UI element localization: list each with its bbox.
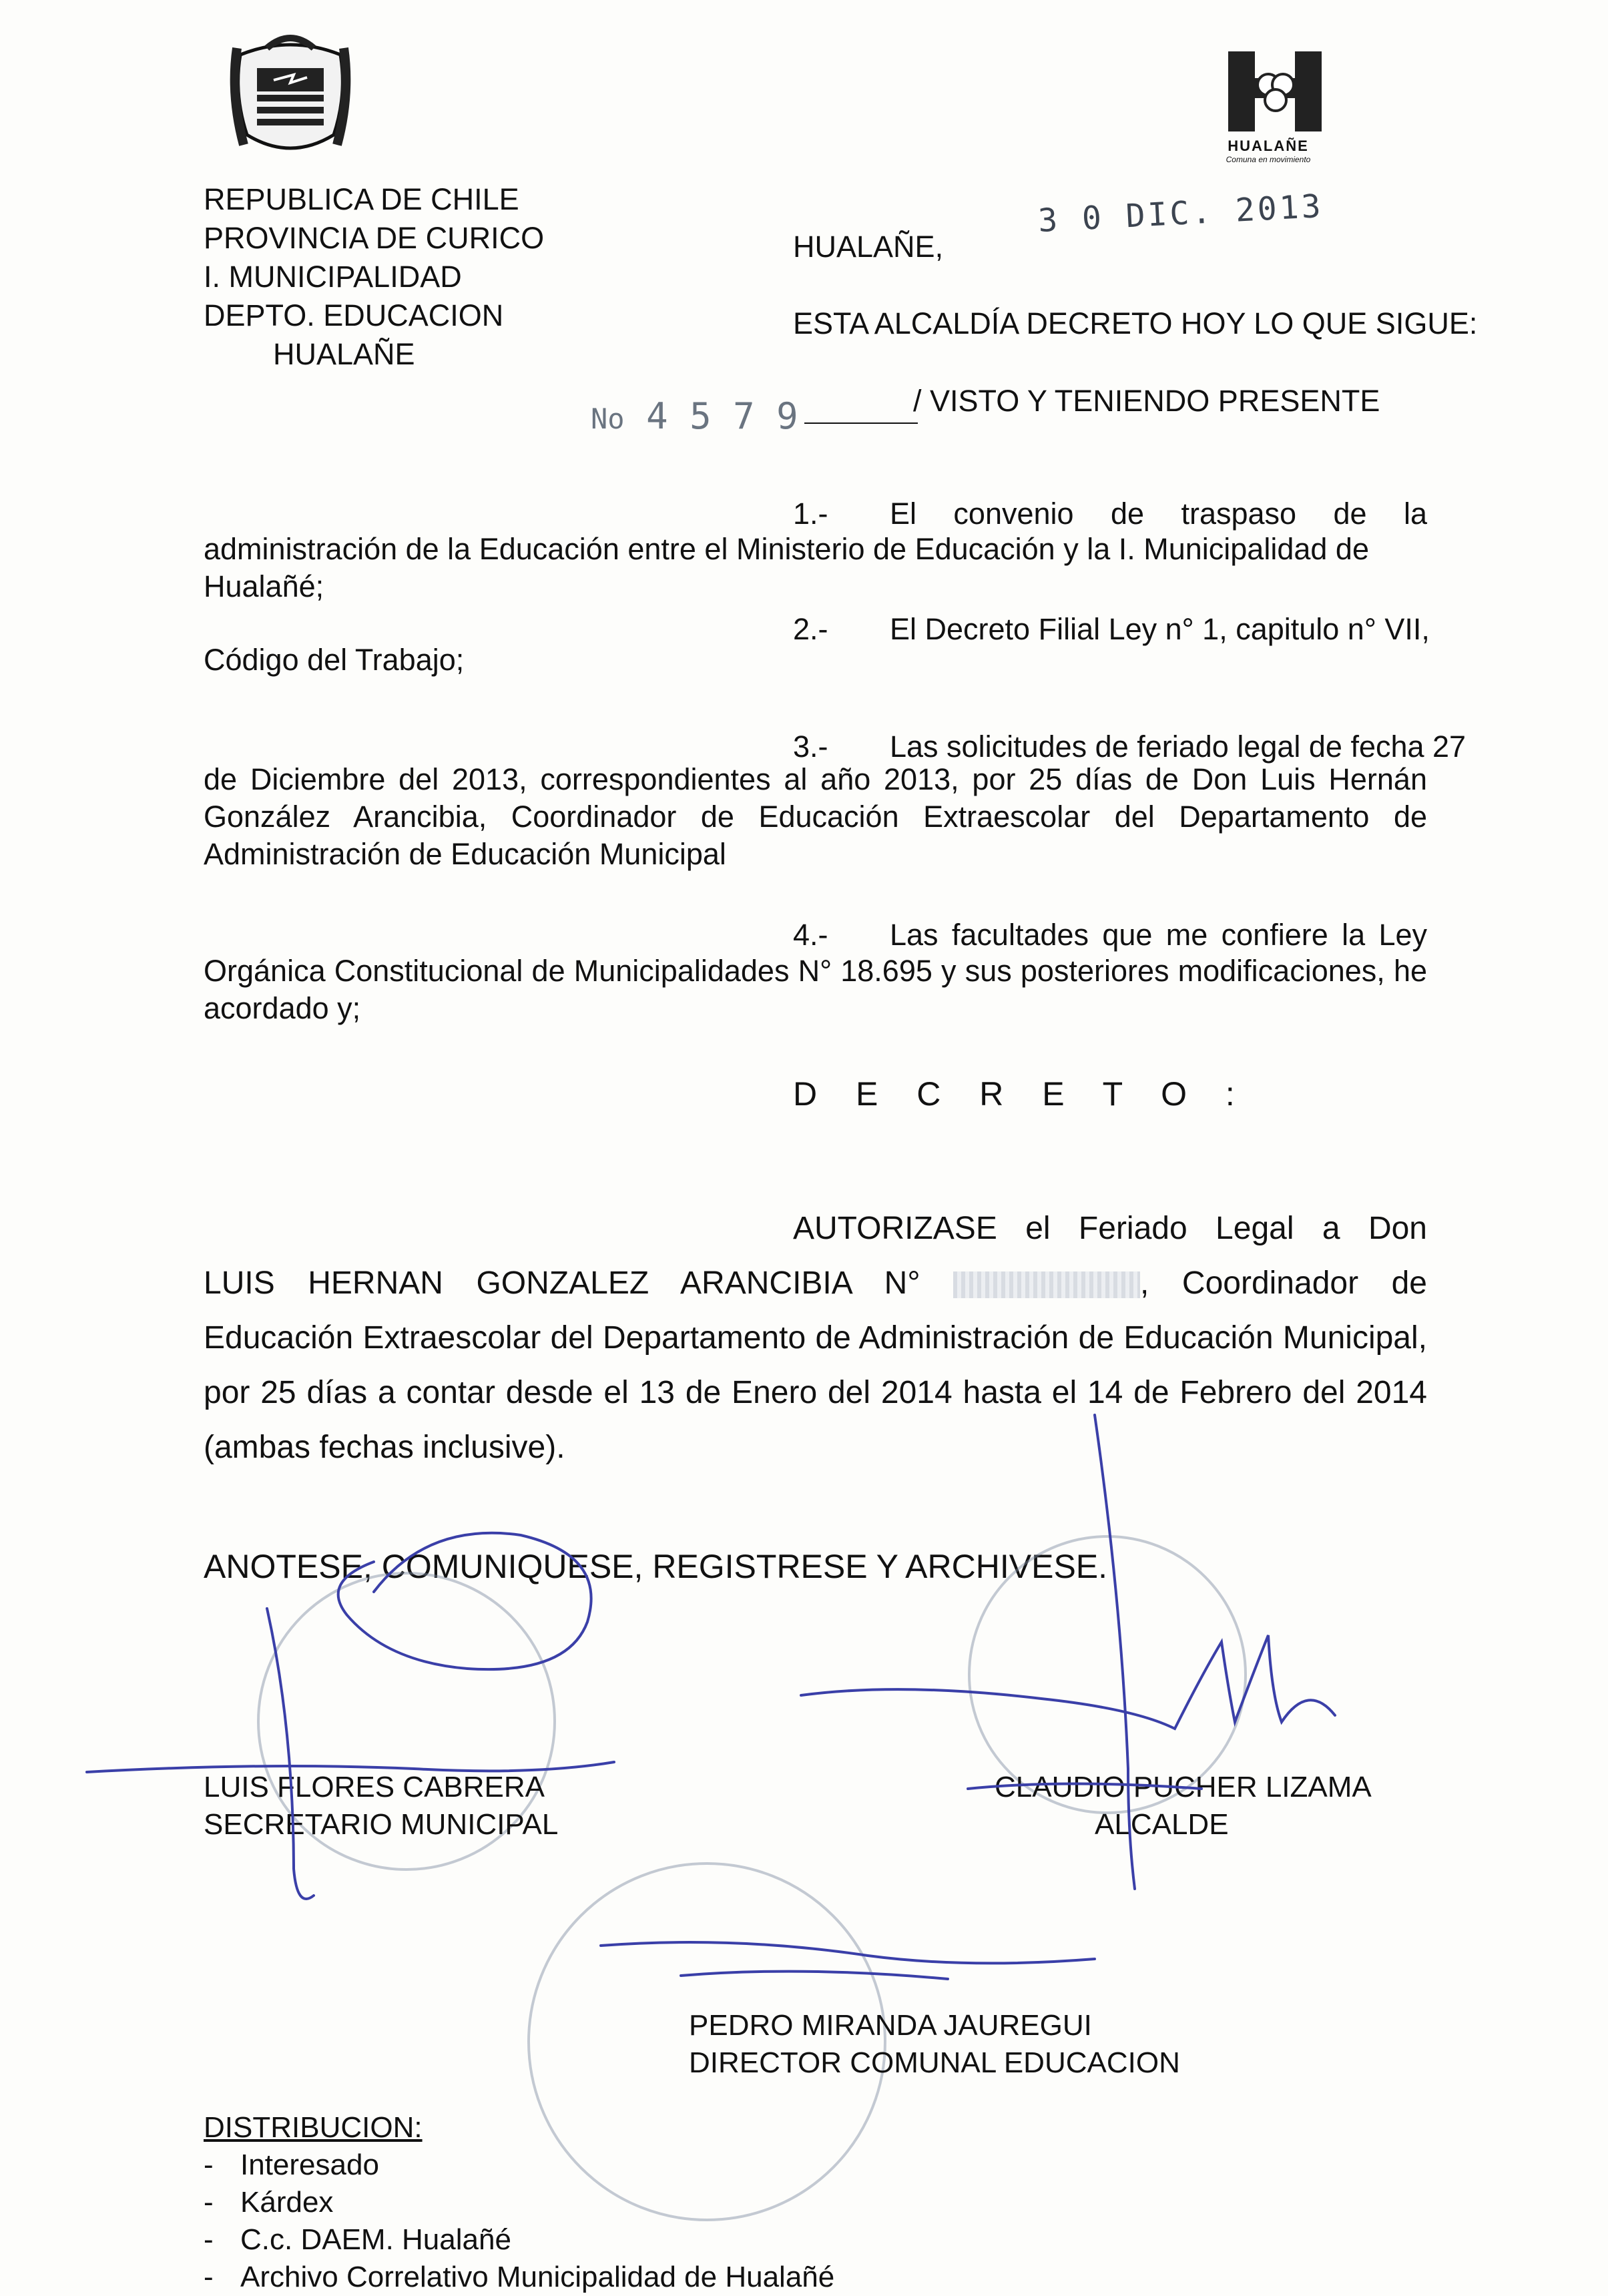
sender-line: REPUBLICA DE CHILE [204,182,519,216]
city: HUALAÑE, [793,230,944,264]
item-head-text: El convenio de traspaso de la [890,497,1427,531]
redacted-id [953,1271,1140,1298]
decree-number [591,395,798,437]
distribution-title: DISTRIBUCION: [204,2111,423,2144]
municipal-crest-icon [227,28,354,158]
distribution-item-text: Kárdex [240,2186,334,2219]
secretary-signature-block [204,1769,558,1843]
director-signature-block [689,2007,1180,2082]
item-1-body: administración de la Educación entre el Ministerio de Educación y la I. Municipalidad de Hualañé; [204,532,1369,603]
item-head-text: Las facultades que me confiere la Ley [890,918,1427,952]
distribution-block [204,2109,834,2296]
logo-slogan: Comuna en movimiento [1226,155,1311,164]
underline-rule [804,422,918,424]
director-title: DIRECTOR COMUNAL EDUCACION [689,2046,1180,2079]
item-number: 2.- [793,612,828,646]
authorization-body: Educación Extraescolar del Departamento de Administración de Educación Municipal, por 25 días a contar desde el 13 de Enero del 2014 hasta el 14 de Febrero del 2014 (ambas fechas inclusive). [204,1320,1427,1465]
sender-line: I. MUNICIPALIDAD [204,260,462,294]
employee-role-start: , Coordinador de [1140,1265,1427,1301]
distribution-list [204,2146,834,2296]
visto-heading: / VISTO Y TENIENDO PRESENTE [913,384,1380,418]
mayor-signature-block [995,1769,1372,1843]
item-1-head [793,495,1427,533]
item-number: 1.- [793,497,828,531]
distribution-item-text: C.c. DAEM. Hualañé [240,2223,511,2256]
secretary-name: LUIS FLORES CABRERA [204,1771,545,1803]
closing-formula: ANOTESE, COMUNIQUESE, REGISTRESE Y ARCHIVESE. [204,1548,1108,1585]
distribution-item: - Archivo Correlativo Municipalidad de Hualañé [204,2261,835,2293]
mayor-title: ALCALDE [1095,1808,1229,1841]
distribution-item-text: Archivo Correlativo Municipalidad de Hualañé [240,2261,835,2293]
distribution-item: - Kárdex [204,2186,334,2219]
decree-number-prefix: No [591,402,625,435]
intro-line: ESTA ALCALDÍA DECRETO HOY LO QUE SIGUE: [793,306,1478,340]
item-4-body: Orgánica Constitucional de Municipalidades N° 18.695 y sus posteriores modificaciones, he acordado y; [204,954,1427,1025]
authorization-name-line [204,1256,1427,1311]
distribution-item: - C.c. DAEM. Hualañé [204,2223,511,2256]
director-name: PEDRO MIRANDA JAUREGUI [689,2009,1092,2042]
date-stamp: 3 0 DIC. 2013 [1037,187,1324,240]
item-3-body: de Diciembre del 2013, correspondientes al año 2013, por 25 días de Don Luis Hernán González Arancibia, Coordinador de Educación Extraescolar del Departamento de Administración de Educación Municipal [204,762,1427,871]
sender-block [204,180,544,374]
decree-title: D E C R E T O : [793,1075,1250,1113]
sender-line: PROVINCIA DE CURICO [204,221,545,255]
item-2-body: Código del Trabajo; [204,643,465,677]
item-number: 3.- [793,730,828,764]
employee-name: LUIS HERNAN GONZALEZ ARANCIBIA N° [204,1265,920,1301]
secretary-title: SECRETARIO MUNICIPAL [204,1808,559,1841]
sender-line: HUALAÑE [273,337,415,371]
item-head-text: Las solicitudes de feriado legal de fecha 27 [890,730,1466,764]
sender-line: DEPTO. EDUCACION [204,298,504,332]
distribution-item: - Interesado [204,2148,379,2181]
item-head-text: El Decreto Filial Ley n° 1, capitulo n° VII, [890,612,1430,646]
item-4-head [793,916,1427,954]
decree-number-value: 4 5 7 9 [646,395,798,437]
logo-name: HUALAÑE [1228,137,1309,154]
distribution-item-text: Interesado [240,2148,379,2181]
mayor-name: CLAUDIO PUCHER LIZAMA [995,1771,1372,1803]
authorization-head: AUTORIZASE el Feriado Legal a Don [793,1211,1427,1246]
item-number: 4.- [793,918,828,952]
hualane-logo [1215,48,1335,135]
